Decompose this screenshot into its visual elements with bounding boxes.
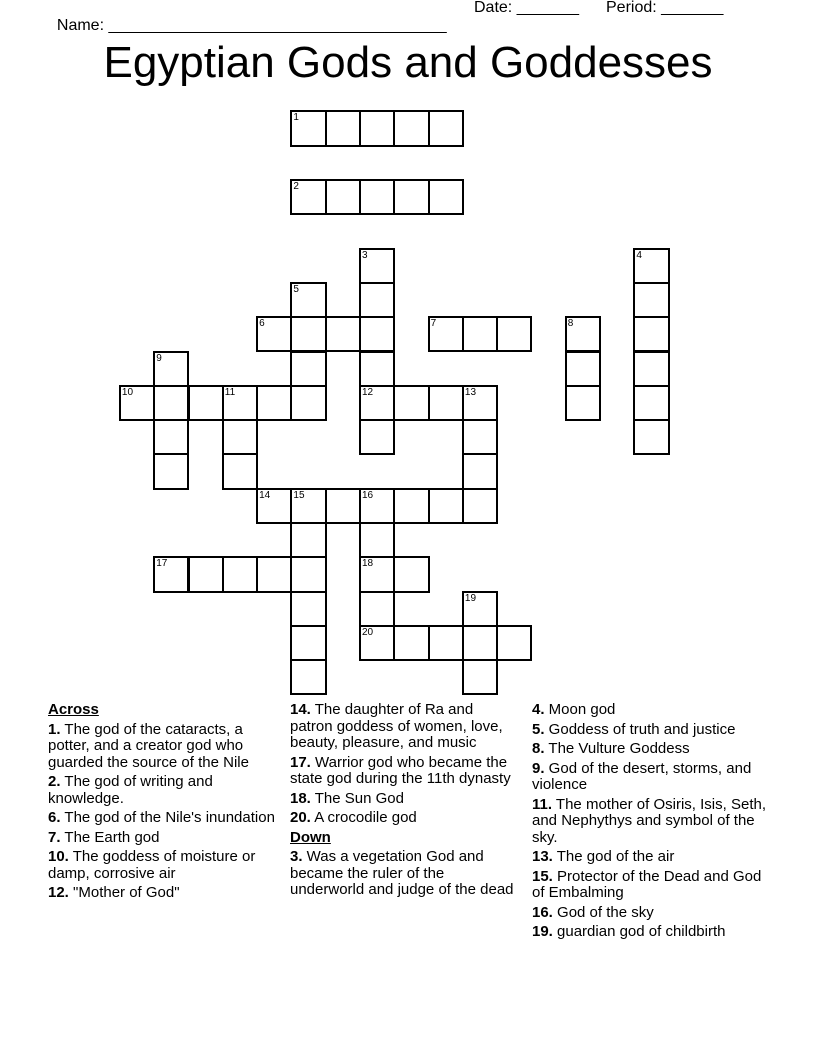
crossword-cell[interactable] [496, 625, 532, 661]
crossword-cell[interactable] [393, 110, 429, 146]
crossword-cell[interactable] [428, 110, 464, 146]
name-field[interactable]: Name: ______________________________________ [56, 17, 447, 34]
clue-item-number: 8. [532, 740, 545, 757]
crossword-cell[interactable] [256, 385, 292, 421]
clue-item-text: God of the desert, storms, and violence [532, 759, 752, 793]
clue-item-text: The god of the air [552, 848, 675, 865]
crossword-cell[interactable] [222, 385, 258, 421]
clue-item-number: 6. [48, 809, 61, 826]
clue-item-number: 2. [48, 773, 61, 790]
clue-item [290, 791, 516, 808]
crossword-cell[interactable] [633, 385, 669, 421]
clue-item [48, 774, 284, 807]
crossword-cell[interactable] [462, 316, 498, 352]
clue-number: 16 [362, 489, 374, 501]
clue-column-2 [290, 702, 516, 902]
crossword-cell[interactable] [153, 419, 189, 455]
clue-item-text: The Earth god [60, 828, 160, 846]
crossword-cell[interactable] [290, 385, 326, 421]
crossword-cell[interactable] [393, 488, 429, 524]
crossword-cell[interactable] [462, 625, 498, 661]
clue-item-text: The god of writing and knowledge. [48, 773, 213, 807]
crossword-cell[interactable] [188, 385, 224, 421]
crossword-cell[interactable] [256, 556, 292, 592]
clue-item [532, 741, 768, 758]
crossword-cell[interactable] [188, 556, 224, 592]
clue-item-number: 10. [48, 848, 69, 865]
crossword-cell[interactable] [359, 419, 395, 455]
date-field[interactable]: Date: _______ [474, 0, 579, 16]
clue-item [48, 885, 284, 902]
crossword-cell[interactable] [428, 179, 464, 215]
clue-number: 15 [293, 489, 305, 501]
crossword-cell[interactable] [256, 316, 292, 352]
clue-item-number: 9. [532, 759, 545, 777]
clue-number: 14 [259, 489, 271, 501]
crossword-cell[interactable] [359, 522, 395, 558]
clue-number: 18 [362, 558, 374, 570]
clue-item-number: 1. [48, 720, 61, 738]
clue-item [48, 810, 284, 827]
clue-number: 3 [362, 249, 368, 261]
crossword-cell[interactable] [462, 453, 498, 489]
clue-item-text: Warrior god who became the state god during the 11th dynasty [290, 753, 511, 787]
crossword-cell[interactable] [393, 556, 429, 592]
crossword-cell[interactable] [496, 316, 532, 352]
clue-item [532, 924, 768, 941]
clue-number: 10 [121, 386, 134, 398]
clue-item-text: The Sun God [310, 789, 404, 807]
clue-item-number: 13. [532, 848, 553, 865]
clue-item [48, 849, 284, 882]
crossword-cell[interactable] [565, 385, 601, 421]
crossword-cell[interactable] [462, 659, 498, 695]
clue-item [532, 869, 768, 902]
clue-item-text: The goddess of moisture or damp, corrosive air [48, 848, 256, 882]
clue-item [532, 702, 768, 719]
clue-section-heading: Down [290, 828, 331, 846]
clue-item-text: The daughter of Ra and patron goddess of women, love, beauty, pleasure, and music [290, 701, 503, 751]
clue-number: 11 [224, 386, 236, 398]
clue-item [532, 761, 768, 794]
crossword-cell[interactable] [633, 419, 669, 455]
clue-number: 20 [362, 626, 374, 638]
crossword-cell[interactable] [290, 351, 326, 387]
clue-number: 12 [362, 386, 374, 398]
crossword-cell[interactable] [462, 385, 498, 421]
clue-column-3 [532, 702, 768, 944]
crossword-cell[interactable] [153, 453, 189, 489]
crossword-cell[interactable] [428, 625, 464, 661]
clue-item [48, 830, 284, 847]
clue-item-text: Was a vegetation God and became the ruler of the underworld and judge of the dead [290, 848, 514, 898]
crossword-cell[interactable] [359, 556, 395, 592]
clue-item [532, 905, 768, 922]
clue-number: 2 [293, 181, 299, 192]
clue-number: 5 [293, 283, 299, 295]
crossword-cell[interactable] [565, 316, 601, 352]
clue-item-number: 7. [48, 828, 61, 846]
clue-item-number: 19. [532, 923, 553, 940]
clue-item-text: Protector of the Dead and God of Embalming [532, 867, 762, 901]
clue-item [532, 722, 768, 739]
crossword-cell[interactable] [633, 351, 669, 387]
clue-column-1 [48, 702, 284, 905]
clue-item-text: The mother of Osiris, Isis, Seth, and Nephythys and symbol of the sky. [532, 795, 766, 846]
clue-item-text: The god of the cataracts, a potter, and a creator god who guarded the source of the Nile [48, 720, 249, 771]
crossword-cell[interactable] [633, 316, 669, 352]
crossword-cell[interactable] [222, 453, 258, 489]
crossword-cell[interactable] [359, 385, 395, 421]
crossword-cell[interactable] [633, 248, 669, 284]
crossword-cell[interactable] [222, 556, 258, 592]
crossword-cell[interactable] [462, 419, 498, 455]
crossword-cell[interactable] [428, 385, 464, 421]
clue-number: 6 [259, 318, 265, 330]
clue-item-text: guardian god of childbirth [552, 923, 726, 940]
crossword-cell[interactable] [153, 351, 189, 387]
crossword-cell[interactable] [290, 522, 326, 558]
crossword-cell[interactable] [325, 316, 361, 352]
crossword-cell[interactable] [393, 385, 429, 421]
crossword-cell[interactable] [359, 316, 395, 352]
clue-item-number: 17. [290, 753, 311, 771]
clue-item-text: Goddess of truth and justice [544, 720, 736, 738]
crossword-cell[interactable] [428, 488, 464, 524]
clue-item-number: 20. [290, 809, 311, 826]
crossword-cell[interactable] [290, 110, 326, 146]
clue-item-number: 3. [290, 848, 303, 865]
clue-number: 9 [156, 352, 162, 364]
clue-item-number: 12. [48, 884, 69, 901]
clue-item-text: Moon god [544, 701, 616, 718]
page-title: Egyptian Gods and Goddesses [103, 38, 713, 87]
clue-number: 1 [293, 112, 299, 124]
clue-number: 19 [464, 592, 477, 604]
clue-section-heading: Across [48, 701, 99, 718]
clue-number: 4 [636, 249, 642, 261]
crossword-cell[interactable] [359, 110, 395, 146]
clue-number: 13 [464, 386, 477, 398]
clue-number: 8 [567, 318, 574, 330]
clue-item-number: 4. [532, 701, 545, 718]
crossword-cell[interactable] [359, 179, 395, 215]
crossword-cell[interactable] [325, 179, 361, 215]
crossword-cell[interactable] [633, 282, 669, 318]
clue-item [48, 722, 284, 772]
clue-item-number: 5. [532, 720, 545, 738]
crossword-cell[interactable] [290, 179, 326, 215]
crossword-cell[interactable] [290, 316, 326, 352]
crossword-cell[interactable] [359, 351, 395, 387]
crossword-cell[interactable] [153, 385, 189, 421]
clue-item [532, 797, 768, 847]
clue-item-number: 11. [532, 795, 553, 813]
crossword-cell[interactable] [359, 591, 395, 627]
clue-number: 7 [430, 318, 437, 330]
clue-item [290, 849, 516, 899]
clue-item [290, 755, 516, 788]
clue-item-text: "Mother of God" [68, 884, 180, 901]
clue-item [290, 702, 516, 752]
crossword-cell[interactable] [428, 316, 464, 352]
period-field[interactable]: Period: _______ [606, 0, 724, 16]
clue-item-text: God of the sky [552, 903, 654, 921]
clue-number: 17 [156, 558, 168, 570]
clue-item-number: 18. [290, 789, 311, 807]
crossword-cell[interactable] [119, 385, 155, 421]
clue-item-text: A crocodile god [310, 809, 417, 826]
crossword-cell[interactable] [290, 591, 326, 627]
clue-item [532, 849, 768, 866]
crossword-cell[interactable] [290, 556, 326, 592]
crossword-cell[interactable] [325, 110, 361, 146]
clue-item-number: 14. [290, 701, 311, 718]
clue-item [290, 810, 516, 827]
crossword-cell[interactable] [462, 591, 498, 627]
crossword-cell[interactable] [256, 488, 292, 524]
crossword-cell[interactable] [153, 556, 189, 592]
crossword-cell[interactable] [290, 659, 326, 695]
clue-item-number: 15. [532, 867, 553, 885]
crossword-cell[interactable] [359, 282, 395, 318]
crossword-cell[interactable] [565, 351, 601, 387]
clue-item-text: The god of the Nile's inundation [60, 809, 275, 826]
crossword-cell[interactable] [290, 488, 326, 524]
crossword-cell[interactable] [359, 248, 395, 284]
crossword-cell[interactable] [359, 488, 395, 524]
clue-item-number: 16. [532, 903, 553, 921]
crossword-cell[interactable] [393, 179, 429, 215]
crossword-cell[interactable] [393, 625, 429, 661]
crossword-cell[interactable] [325, 488, 361, 524]
crossword-cell[interactable] [359, 625, 395, 661]
crossword-cell[interactable] [290, 625, 326, 661]
clue-item-text: The Vulture Goddess [544, 740, 690, 757]
crossword-cell[interactable] [462, 488, 498, 524]
crossword-cell[interactable] [222, 419, 258, 455]
crossword-cell[interactable] [290, 282, 326, 318]
